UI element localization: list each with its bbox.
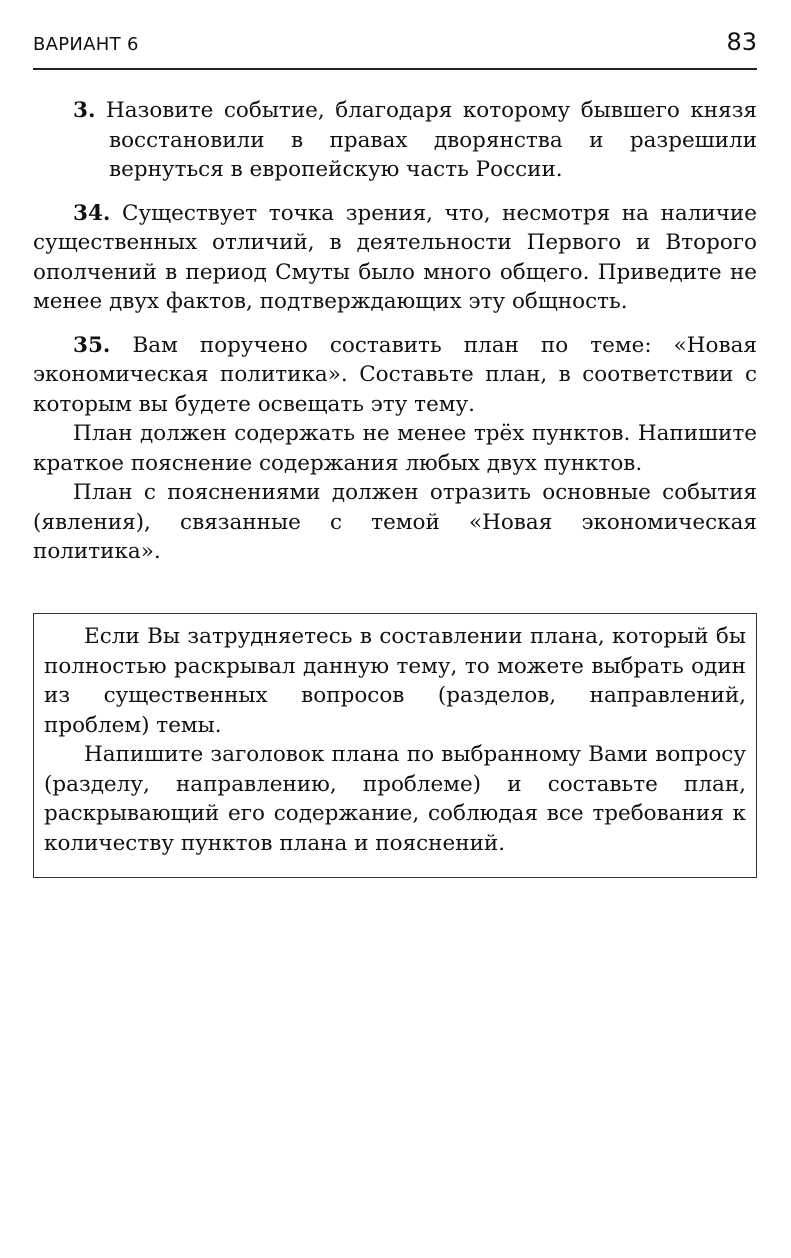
hint-box [33,613,757,878]
question-3-text: Назовите событие, благодаря которому бывшего князя восстановили в правах дворянства и разрешили вернуться в европейскую часть России. [106,98,757,182]
question-34-number: 34. [73,200,111,226]
hint-paragraph-2: Напишите заголовок плана по выбранному Вами вопросу (разделу, направлению, проблеме) и составьте план, раскрывающий его содержание, соблюдая все требования к количеству пунктов плана и пояснений. [44,742,746,856]
questions-section [33,96,757,567]
page-number: 83 [726,28,757,56]
question-35-number: 35. [73,332,111,358]
page-header [33,26,757,70]
question-34 [33,199,757,317]
question-3 [33,96,757,185]
question-35-paragraph-3: План с пояснениями должен отразить основные события (явления), связанные с темой «Новая экономическая политика». [33,480,757,564]
question-34-text: Существует точка зрения, что, несмотря на наличие существенных отличий, в деятельности Первого и Второго ополчений в период Смуты было много общего. Приведите не менее двух фактов, подтверждающих эту общность. [33,200,757,314]
question-35 [33,331,757,420]
question-3-number: 3. [73,98,96,123]
question-35-text: Вам поручено составить план по теме: «Новая экономическая политика». Составьте план, в соответствии с которым вы будете освещать эту тему. [33,332,757,417]
question-35-paragraph-2: План должен содержать не менее трёх пунктов. Напишите краткое пояснение содержания любых двух пунктов. [33,421,757,476]
hint-paragraph-1: Если Вы затрудняетесь в составлении плана, который бы полностью раскрывал данную тему, то можете выбрать один из существенных вопросов (разделов, направлений, проблем) темы. [44,624,746,738]
running-title: ВАРИАНТ 6 [33,34,139,55]
